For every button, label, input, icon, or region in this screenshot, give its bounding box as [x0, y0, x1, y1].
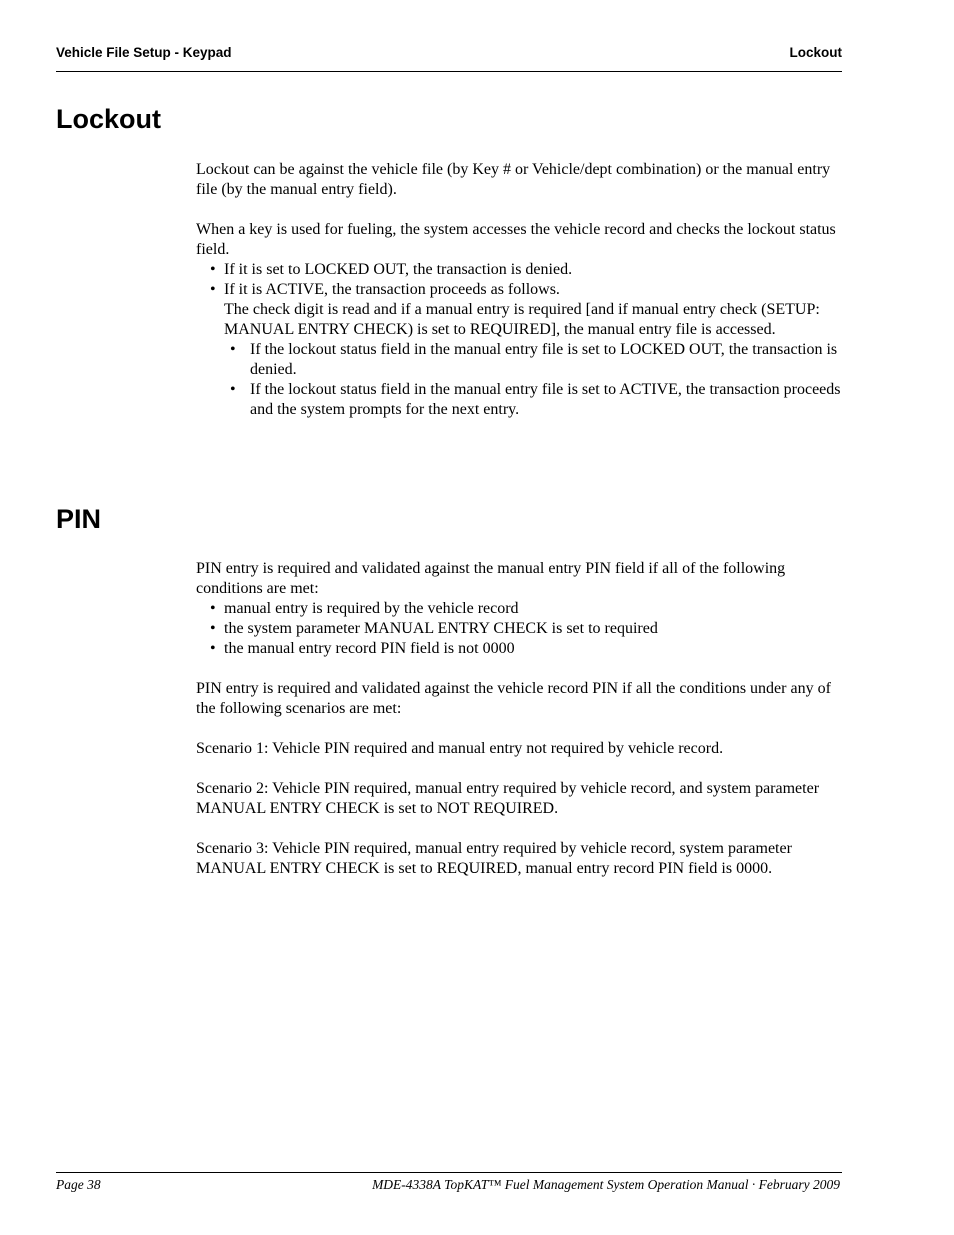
scenario-3: Scenario 3: Vehicle PIN required, manual entry required by vehicle record, system parameter MANUAL ENTRY CHECK is set to REQUIRED, manual entry record PIN field is 0000. [196, 840, 792, 877]
lockout-process-paragraph: When a key is used for fueling, the system accesses the vehicle record and checks the lockout status field. [196, 221, 836, 258]
pin-manual-entry-paragraph: PIN entry is required and validated against the manual entry PIN field if all of the following conditions are met: [196, 560, 786, 597]
list-item: • If it is set to LOCKED OUT, the transaction is denied. [196, 260, 846, 280]
lockout-bullet-list [196, 260, 846, 300]
pin-section [196, 559, 846, 879]
check-digit-note: The check digit is read and if a manual entry is required [and if manual entry check (SETUP: MANUAL ENTRY CHECK) is set to REQUIRED], the manual entry file is accessed. [224, 301, 820, 338]
lockout-heading: Lockout [56, 104, 161, 134]
list-item: • the manual entry record PIN field is not 0000 [196, 639, 846, 659]
list-item: • If the lockout status field in the manual entry file is set to ACTIVE, the transaction proceeds and the system prompts for the next entry. [196, 380, 846, 420]
scenario-2: Scenario 2: Vehicle PIN required, manual entry required by vehicle record, and system parameter MANUAL ENTRY CHECK is set to NOT REQUIRED. [196, 780, 820, 817]
lockout-intro-paragraph: Lockout can be against the vehicle file (by Key # or Vehicle/dept combination) or the manual entry file (by the manual entry field). [196, 161, 831, 198]
pin-vehicle-paragraph: PIN entry is required and validated against the vehicle record PIN if all the conditions under any of the following scenarios are met: [196, 680, 831, 717]
scenario-1: Scenario 1: Vehicle PIN required and manual entry not required by vehicle record. [196, 740, 724, 757]
lockout-sub-bullet-list [196, 340, 846, 420]
list-item: • If it is ACTIVE, the transaction proceeds as follows. [196, 280, 846, 300]
running-header-section: Vehicle File Setup - Keypad [56, 45, 232, 60]
lockout-section [196, 160, 846, 420]
list-item: • the system parameter MANUAL ENTRY CHECK is set to required [196, 619, 846, 639]
header-rule [56, 71, 842, 72]
list-item: • If the lockout status field in the manual entry file is set to LOCKED OUT, the transaction is denied. [196, 340, 846, 380]
document-title-footer: MDE-4338A TopKAT™ Fuel Management System Operation Manual · February 2009 [372, 1177, 840, 1192]
footer-rule [56, 1172, 842, 1173]
running-header-topic: Lockout [789, 45, 842, 60]
list-item: • manual entry is required by the vehicle record [196, 599, 846, 619]
page-number: Page 38 [56, 1177, 101, 1192]
pin-heading: PIN [56, 504, 102, 534]
pin-conditions-list [196, 599, 846, 659]
